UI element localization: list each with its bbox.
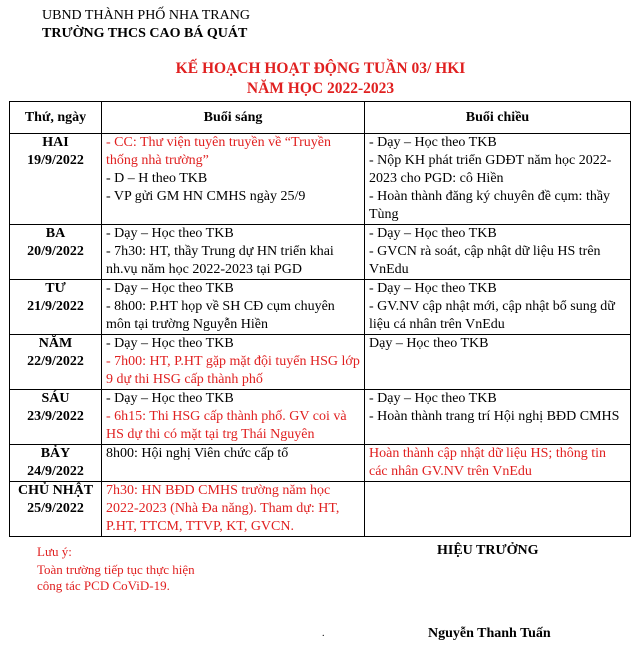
morning-cell [102,134,365,225]
morning-cell [102,280,365,335]
org-name: UBND THÀNH PHỐ NHA TRANG [42,8,250,23]
day-name: CHỦ NHẬT [17,483,94,498]
table-row [10,445,631,482]
morning-cell [102,225,365,280]
morning-activity: - CC: Thư viện tuyên truyền về “Truyền thống nhà trường” [106,135,331,168]
day-name: TƯ [45,281,66,296]
note-label: Lưu ý: [37,544,72,559]
day-cell [10,390,102,445]
stray-dot: . [322,628,325,639]
weekly-schedule-table [9,101,631,537]
afternoon-cell [365,280,631,335]
afternoon-cell [365,482,631,537]
day-name: BẢY [40,446,71,461]
day-cell [10,225,102,280]
afternoon-activity: - GVCN rà soát, cập nhật dữ liệu HS trên VnEdu [369,244,601,277]
day-date: 20/9/2022 [27,244,84,259]
day-cell [10,134,102,225]
header-afternoon: Buổi chiều [365,102,631,134]
day-date: 21/9/2022 [27,299,84,314]
afternoon-activity: - Nộp KH phát triển GDĐT năm học 2022-2023 cho PGD: cô Hiền [369,153,612,186]
morning-activity: - Dạy – Học theo TKB [106,281,234,296]
afternoon-cell [365,134,631,225]
afternoon-activity: - GV.NV cập nhật mới, cập nhật bổ sung dữ liệu cá nhân trên VnEdu [369,299,615,332]
table-row [10,335,631,390]
afternoon-cell [365,390,631,445]
morning-activity: - Dạy – Học theo TKB [106,391,234,406]
day-cell [10,280,102,335]
day-date: 19/9/2022 [27,153,84,168]
day-date: 23/9/2022 [27,409,84,424]
afternoon-activity: - Hoàn thành đăng ký chuyên đề cụm: thầy Tùng [369,189,611,222]
signer-name: Nguyễn Thanh Tuấn [428,626,551,641]
note-line: công tác PCD CoViD-19. [37,578,170,593]
morning-cell [102,482,365,537]
day-date: 24/9/2022 [27,464,84,479]
morning-cell [102,445,365,482]
morning-activity: - 7h00: HT, P.HT gặp mặt đội tuyển HSG lớp 9 dự thi HSG cấp thành phố [106,354,360,387]
afternoon-cell [365,445,631,482]
note-line: Toàn trường tiếp tục thực hiện [37,562,195,577]
morning-activity: - Dạy – Học theo TKB [106,336,234,351]
table-header-row [10,102,631,134]
morning-activity: - VP gửi GM HN CMHS ngày 25/9 [106,189,306,204]
table-row [10,134,631,225]
day-name: SÁU [41,391,70,406]
morning-activity: 7h30: HN BĐD CMHS trường năm học 2022-2023 (Nhà Đa năng). Tham dự: HT, P.HT, TTCM, TTVP, KT, GVCN. [106,483,340,534]
afternoon-activity: - Dạy – Học theo TKB [369,226,497,241]
afternoon-activity: - Dạy – Học theo TKB [369,391,497,406]
morning-cell [102,390,365,445]
morning-activity: - 7h30: HT, thầy Trung dự HN triển khai nh.vụ năm học 2022-2023 tại PGD [106,244,334,277]
table-row [10,482,631,537]
day-date: 22/9/2022 [27,354,84,369]
header-day: Thứ, ngày [10,102,102,134]
day-cell [10,482,102,537]
table-row [10,225,631,280]
afternoon-activity: - Dạy – Học theo TKB [369,135,497,150]
day-cell [10,335,102,390]
afternoon-activity: Hoàn thành cập nhật dữ liệu HS; thông tin các nhân GV.NV trên VnEdu [369,446,606,479]
day-name: NĂM [38,336,73,351]
afternoon-activity: - Dạy – Học theo TKB [369,281,497,296]
table-row [10,280,631,335]
day-name: BA [45,226,66,241]
header-morning: Buổi sáng [102,102,365,134]
morning-activity: - 6h15: Thi HSG cấp thành phố. GV coi và HS dự thi có mặt tại trg Thái Nguyên [106,409,347,442]
table-row [10,390,631,445]
afternoon-cell [365,225,631,280]
morning-cell [102,335,365,390]
afternoon-activity: - Hoàn thành trang trí Hội nghị BĐD CMHS [369,409,620,424]
document-subtitle: NĂM HỌC 2022-2023 [246,80,395,97]
document-title: KẾ HOẠCH HOẠT ĐỘNG TUẦN 03/ HKI [175,60,466,77]
morning-activity: 8h00: Hội nghị Viên chức cấp tổ [106,446,289,461]
signature-title: HIỆU TRƯỞNG [437,543,539,558]
afternoon-activity: Dạy – Học theo TKB [369,336,489,351]
day-date: 25/9/2022 [27,501,84,516]
morning-activity: - Dạy – Học theo TKB [106,226,234,241]
school-name: TRƯỜNG THCS CAO BÁ QUÁT [42,26,248,41]
afternoon-cell [365,335,631,390]
day-name: HAI [42,135,69,150]
day-cell [10,445,102,482]
morning-activity: - 8h00: P.HT họp về SH CĐ cụm chuyên môn tại trường Nguyễn Hiền [106,299,335,332]
morning-activity: - D – H theo TKB [106,171,208,186]
